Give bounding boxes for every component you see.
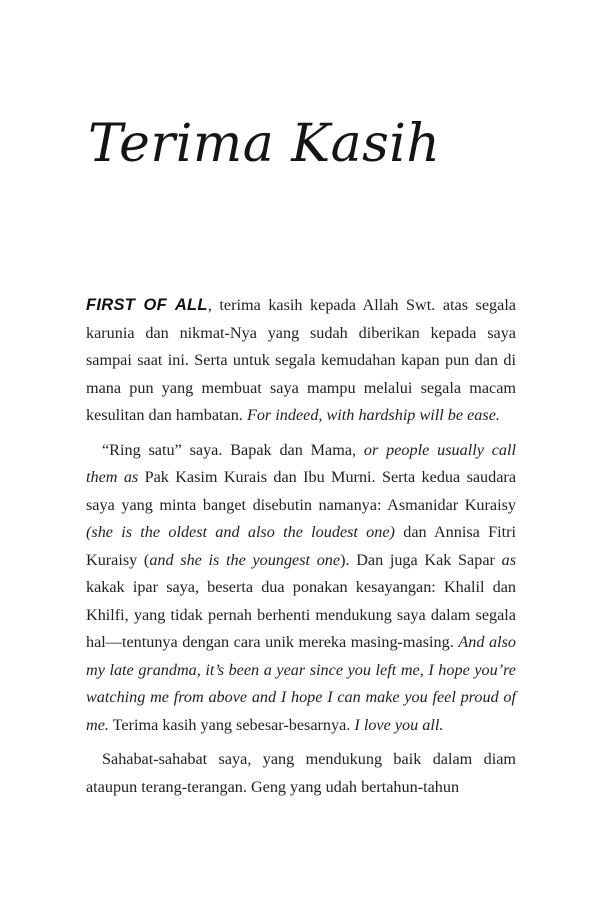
- paragraph-2-italic-1: or people usually call them as: [86, 440, 516, 486]
- paragraph-2-text-3: dan Annisa Fitri Kuraisy (: [86, 523, 516, 569]
- paragraph-2: [86, 437, 516, 740]
- lead-in-text: FIRST OF ALL: [86, 296, 208, 314]
- paragraph-2-text-4: ). Dan juga Kak Sapar: [340, 550, 502, 569]
- paragraph-2-text-2: Pak Kasim Kurais dan Ibu Murni. Serta kedua saudara saya yang minta banget disebutin namanya: Asmanidar Kuraisy: [86, 468, 517, 514]
- paragraph-2-italic-5: And also my late grandma, it’s been a year since you left me, I hope you’re watching me from above and I hope I can make you feel proud of me.: [86, 633, 516, 734]
- paragraph-2-italic-4: as: [501, 550, 516, 569]
- body-text: [86, 292, 516, 801]
- paragraph-2-italic-3: and she is the youngest one: [149, 550, 341, 569]
- paragraph-2-text-1: “Ring satu” saya. Bapak dan Mama,: [102, 440, 364, 459]
- paragraph-1: [86, 292, 516, 430]
- paragraph-2-text-6: Terima kasih yang sebesar-besarnya.: [108, 715, 355, 734]
- paragraph-2-italic-2: (she is the oldest and also the loudest one): [86, 523, 395, 541]
- paragraph-2-italic-6: I love you all.: [354, 715, 444, 734]
- paragraph-2-text-5: kakak ipar saya, beserta dua ponakan kesayangan: Khalil dan Khilfi, yang tidak pernah berhenti mendukung saya dalam segala hal—tentunya dengan cara unik mereka masing-masing.: [86, 578, 516, 651]
- paragraph-3: Sahabat-sahabat saya, yang mendukung baik dalam diam ataupun terang-terangan. Geng yang udah bertahun-tahun: [86, 750, 516, 796]
- paragraph-1-italic: For indeed, with hardship will be ease.: [246, 406, 500, 424]
- paragraph-1-text: , terima kasih kepada Allah Swt. atas segala karunia dan nikmat-Nya yang sudah diberikan kepada saya sampai saat ini. Serta untuk segala kemudahan kapan pun dan di mana pun yang membuat saya mampu melalui segala macam kesulitan dan hambatan.: [86, 296, 516, 424]
- chapter-title: Terima Kasih: [88, 114, 441, 174]
